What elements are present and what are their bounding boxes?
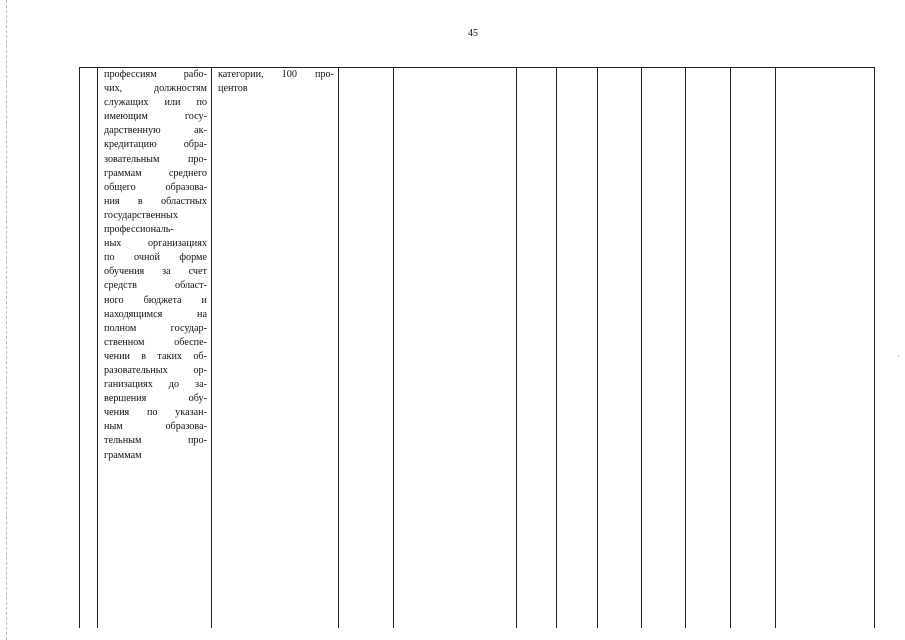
cell-line: вершения обу- <box>104 393 207 405</box>
cell-line: полном государ- <box>104 322 207 334</box>
scan-speck <box>898 355 899 357</box>
cell-line: ным образова- <box>104 421 207 433</box>
table-column <box>776 68 875 628</box>
cell-line: государственных <box>104 209 178 221</box>
cell-line: чении в таких об- <box>104 350 207 362</box>
cell-line: чения по указан- <box>104 407 207 419</box>
cell-line: обучения за счет <box>104 266 207 278</box>
cell-line: чих, должностям <box>104 83 207 95</box>
table-column <box>212 68 339 628</box>
table-column <box>517 68 557 628</box>
table-column <box>686 68 731 628</box>
cell-line: служащих или по <box>104 97 207 109</box>
cell-line: общего образова- <box>104 181 207 193</box>
cell-line: профессиям рабо- <box>104 69 207 80</box>
cell-line: профессиональ- <box>104 224 174 236</box>
cell-line: ственном обеспе- <box>104 336 207 348</box>
page-number: 45 <box>468 28 478 39</box>
cell-line: кредитацию обра- <box>104 139 207 151</box>
cell-line: категории, 100 про- <box>218 69 334 80</box>
cell-line: разовательных ор- <box>104 364 207 376</box>
cell-line: имеющим госу- <box>104 111 207 123</box>
cell-line: средств област- <box>104 280 207 292</box>
table-column <box>598 68 642 628</box>
table-column <box>339 68 394 628</box>
cell-line: граммам <box>104 449 142 461</box>
cell-line: ния в областных <box>104 195 207 207</box>
cell-text-category-description <box>104 68 207 463</box>
cell-line: центов <box>218 83 248 95</box>
cell-line: по очной форме <box>104 252 207 264</box>
table-column <box>731 68 776 628</box>
cell-line: зовательным про- <box>104 153 207 165</box>
scan-edge-left <box>6 0 7 640</box>
document-table <box>79 67 875 628</box>
table-column <box>394 68 517 628</box>
cell-line: тельным про- <box>104 435 207 447</box>
cell-line: ганизациях до за- <box>104 379 207 391</box>
table-column <box>642 68 686 628</box>
table-column <box>80 68 98 628</box>
cell-line: граммам среднего <box>104 167 207 179</box>
cell-line: дарственную ак- <box>104 125 207 137</box>
cell-line: находящимся на <box>104 308 207 320</box>
cell-text-percent <box>218 68 334 96</box>
table-column <box>98 68 212 628</box>
cell-line: ного бюджета и <box>104 294 207 306</box>
cell-line: ных организациях <box>104 238 207 250</box>
table-column <box>557 68 598 628</box>
